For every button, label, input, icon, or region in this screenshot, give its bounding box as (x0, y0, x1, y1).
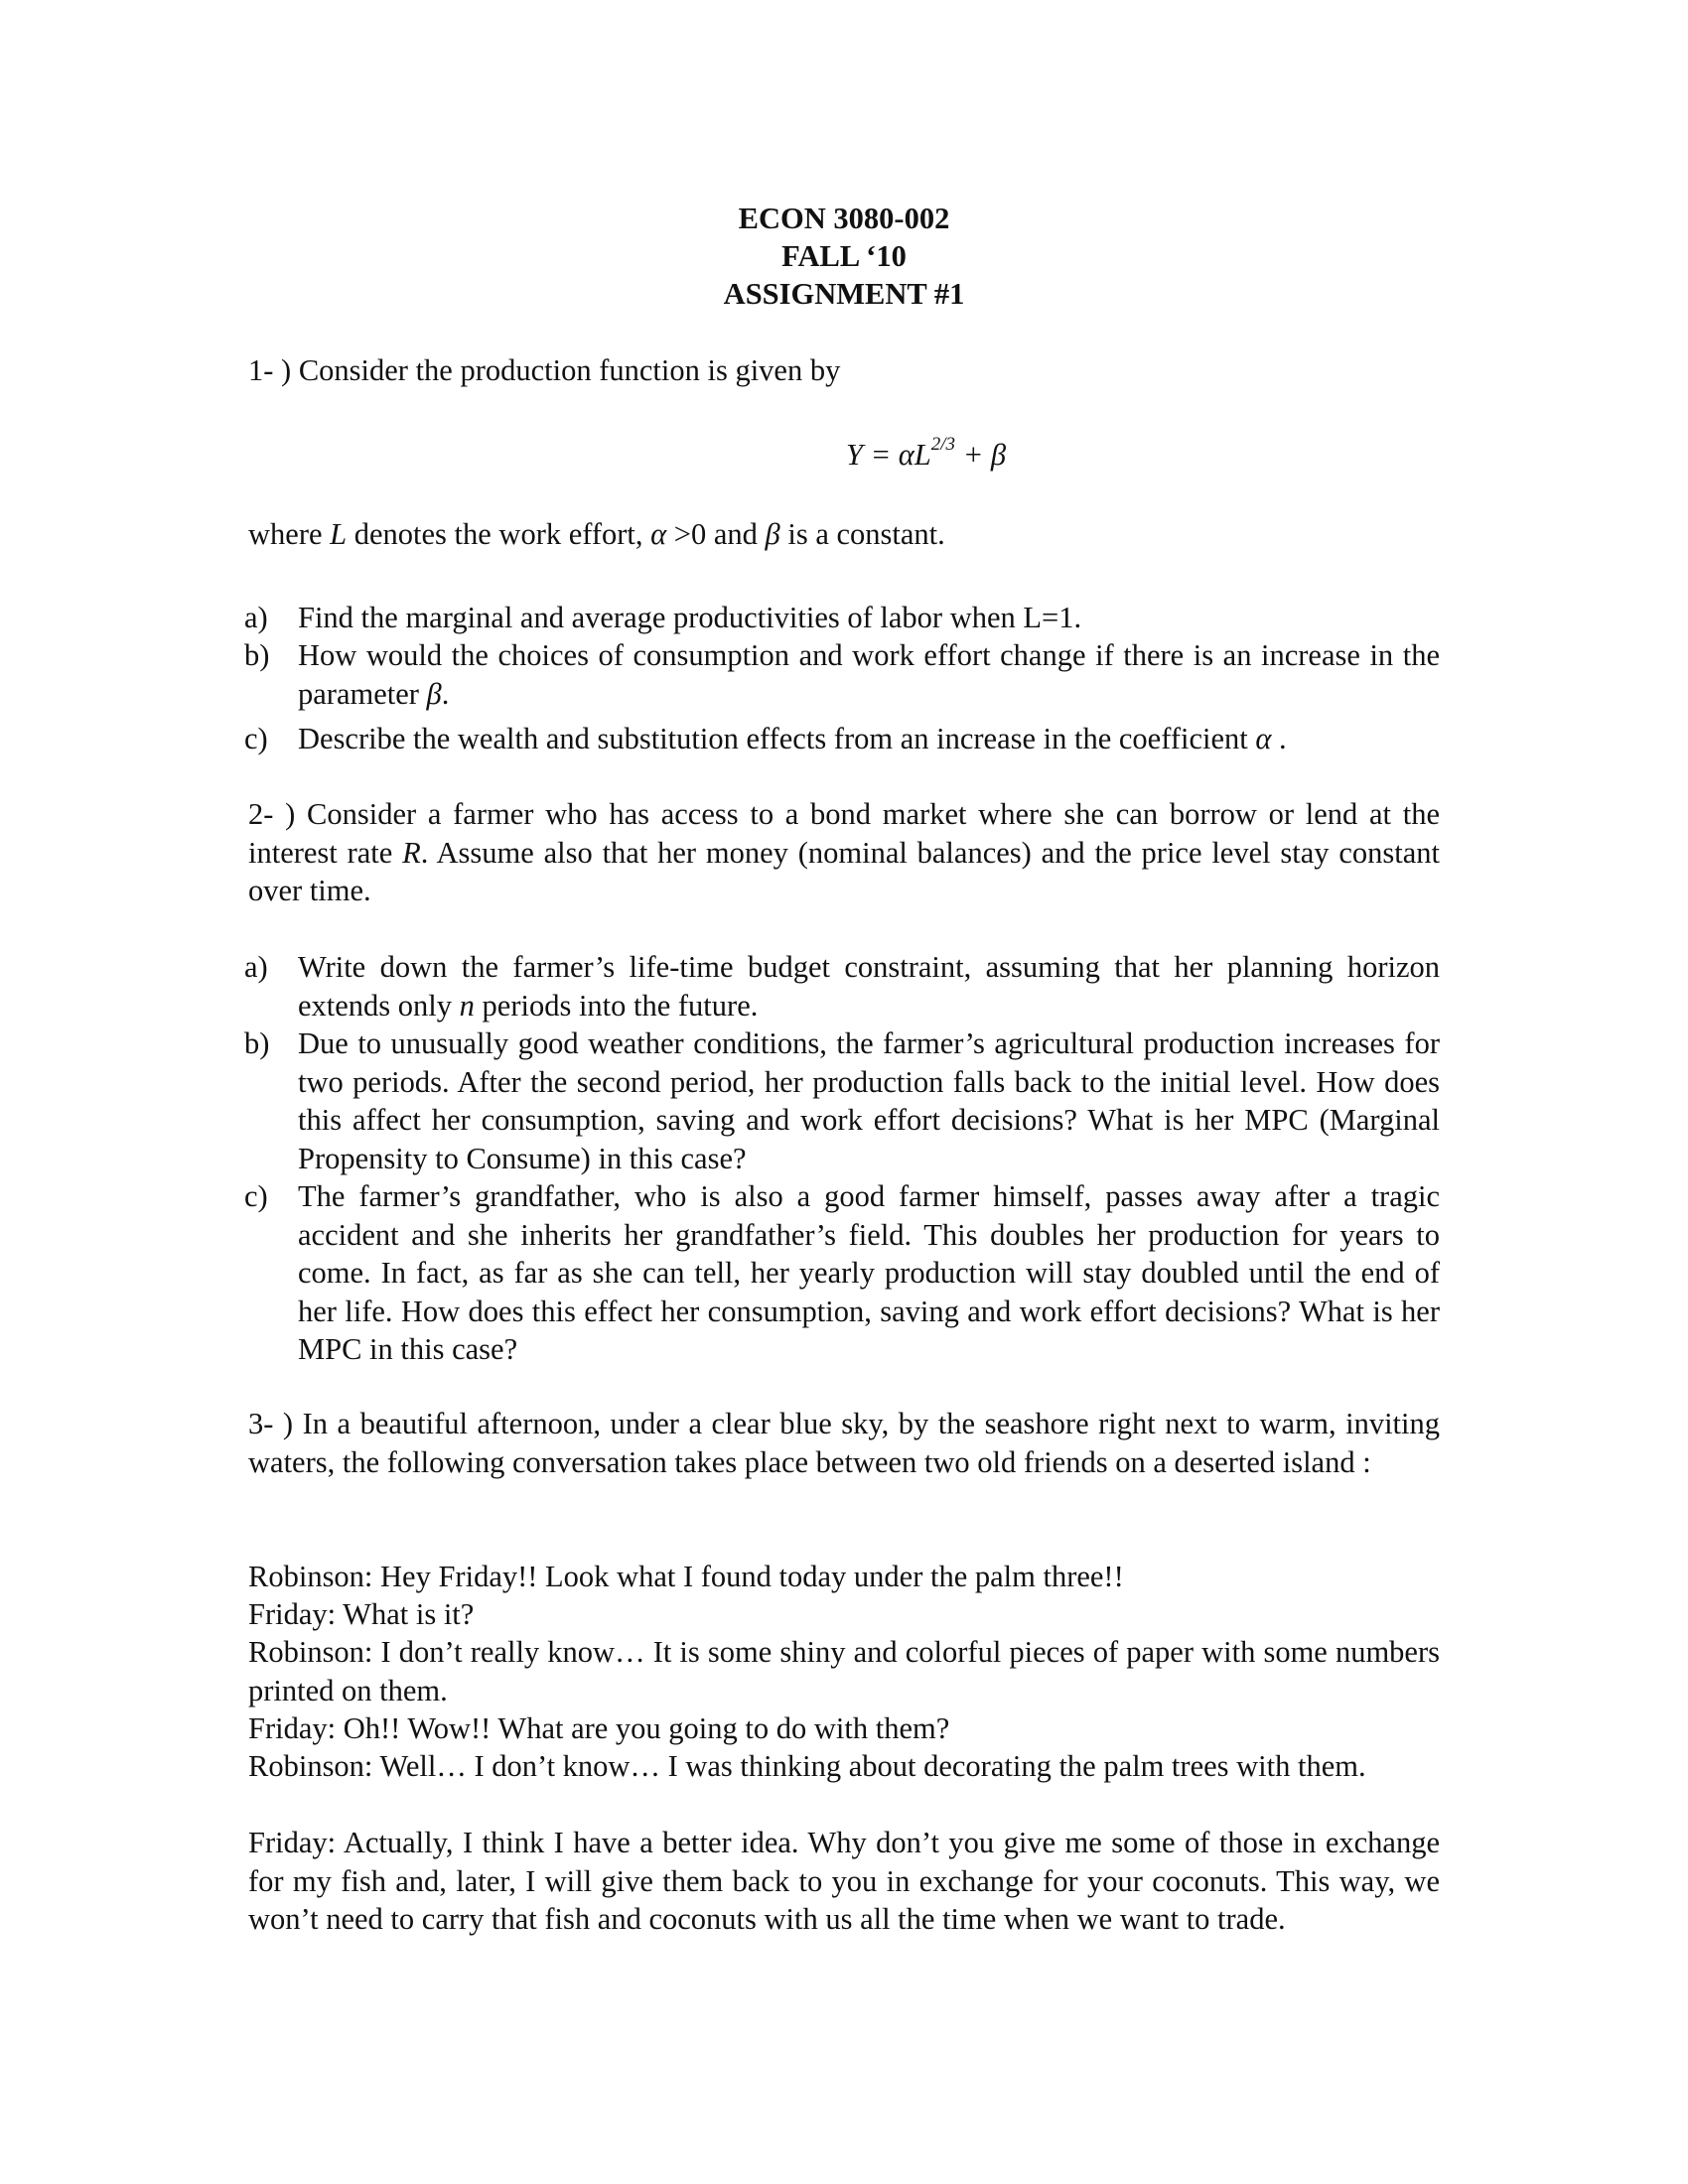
where-cond: >0 and (666, 517, 766, 551)
course-title: ECON 3080-002 (738, 202, 950, 235)
item-text (298, 720, 1440, 758)
item-text-pre: How would the choices of consumption and work effort change if there is an increase in the parameter (298, 638, 1440, 711)
q2-item-c (244, 1177, 1440, 1369)
term-title: FALL ‘10 (781, 239, 907, 273)
item-text (298, 636, 1440, 713)
item-label: b) (244, 1026, 270, 1060)
dialogue-line: Friday: Oh!! Wow!! What are you going to do with them? (248, 1711, 950, 1745)
item-text: Find the marginal and average productivities of labor when L=1. (298, 601, 1082, 634)
item-text: The farmer’s grandfather, who is also a good farmer himself, passes away after a tragic accident and she inherits her grandfather’s field. This doubles her production for years to come. In fact, as far as she can tell, her yearly production will stay doubled until the end of her life. How does this effect her consumption, saving and work effort decisions? What is her MPC in this case? (298, 1179, 1440, 1366)
dialogue-line: Robinson: I don’t really know… It is some shiny and colorful pieces of paper with some numbers printed on them. (248, 1635, 1440, 1707)
alpha-symbol: α (650, 517, 667, 551)
beta-symbol: β (426, 676, 442, 711)
item-label: c) (244, 1179, 268, 1213)
q1-item-b (244, 636, 1440, 713)
q2-intro (248, 795, 1440, 910)
q2-intro-post: . Assume also that her money (nominal balances) and the price level stay constant over time. (248, 835, 1440, 907)
dialogue-line: Friday: What is it? (248, 1597, 475, 1631)
item-text-post: . (1271, 722, 1287, 755)
q2-item-a (244, 948, 1440, 1024)
q3-intro: 3- ) In a beautiful afternoon, under a clear blue sky, by the seashore right next to warm, inviting waters, the following conversation takes place between two old friends on a deserted island : (248, 1407, 1440, 1479)
q1-item-c (244, 720, 1440, 758)
item-text-pre: Describe the wealth and substitution effects from an increase in the coefficient (298, 722, 1256, 755)
where-text-mid: denotes the work effort, (347, 517, 651, 551)
q1-intro: 1- ) Consider the production function is given by (248, 353, 841, 387)
eq-lhs: Y = αL (846, 438, 931, 473)
var-n: n (459, 988, 475, 1023)
var-R: R (402, 835, 421, 870)
var-L: L (330, 517, 348, 551)
dialogue-line: Robinson: Hey Friday!! Look what I found today under the palm three!! (248, 1560, 1124, 1593)
q1-item-a (244, 599, 1440, 637)
q2-item-b (244, 1024, 1440, 1177)
item-text-pre: Write down the farmer’s life-time budget constraint, assuming that her planning horizon extends only (298, 950, 1440, 1023)
assignment-title: ASSIGNMENT #1 (723, 277, 965, 311)
alpha-symbol: α (1255, 722, 1272, 755)
item-label: a) (244, 601, 268, 634)
beta-symbol: β (765, 517, 780, 551)
item-text (298, 948, 1440, 1024)
dialogue-line: Friday: Actually, I think I have a better idea. Why don’t you give me some of those in exchange for my fish and, later, I will give them back to you in exchange for your coconuts. This way, we won’t need to carry that fish and coconuts with us all the time when we want to trade. (248, 1826, 1440, 1936)
item-text-post: periods into the future. (474, 988, 759, 1023)
item-label: a) (244, 950, 268, 984)
item-text-post: . (441, 676, 450, 711)
where-text: where (248, 517, 331, 551)
eq-exponent: 2/3 (930, 434, 956, 455)
item-label: b) (244, 638, 270, 672)
dialogue-line: Robinson: Well… I don’t know… I was thinking about decorating the palm trees with them. (248, 1749, 1366, 1783)
q1-equation (846, 430, 1006, 475)
eq-rhs: + β (955, 438, 1007, 473)
item-text: Due to unusually good weather conditions, the farmer’s agricultural production increases for two periods. After the second period, her production falls back to the initial level. How does this affect her consumption, saving and work effort decisions? What is her MPC (Marginal Propensity to Consume) in this case? (298, 1026, 1440, 1175)
where-text-post: is a constant. (779, 517, 945, 551)
q1-where-line (248, 515, 945, 554)
q2-intro-pre: 2- ) Consider a farmer who has access to a bond market where she can borrow or lend at the interest rate (248, 797, 1440, 870)
item-label: c) (244, 722, 268, 755)
